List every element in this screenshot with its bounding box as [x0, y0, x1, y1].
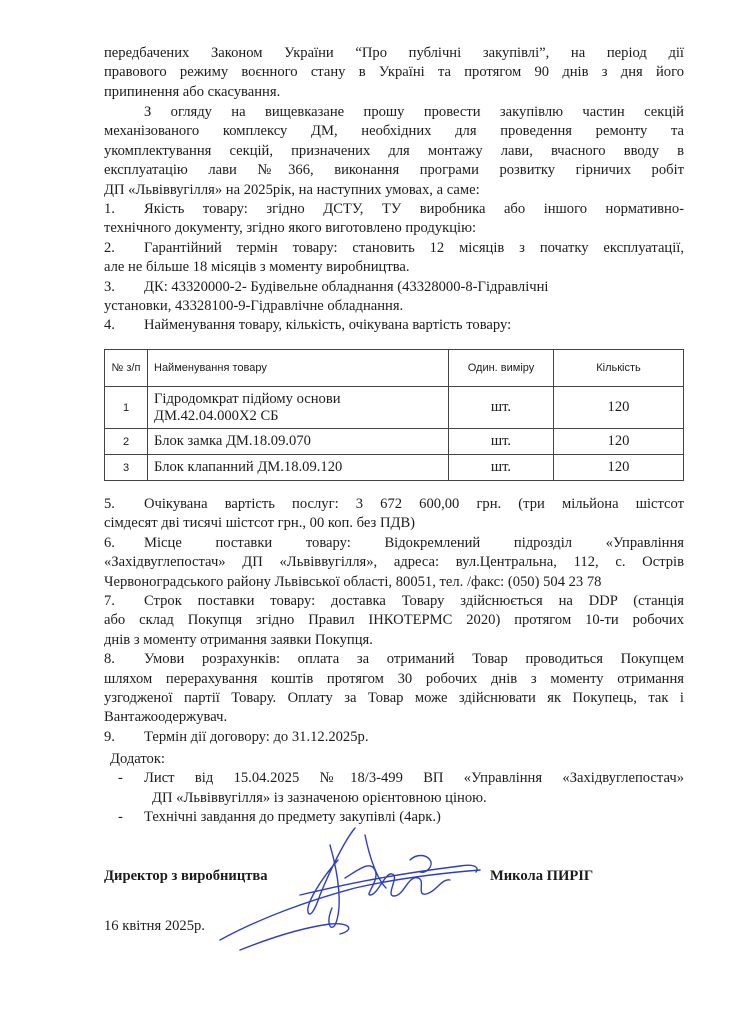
condition-line: шляхом перерахування коштів протягом 30 робочих днів з моменту отримання — [104, 670, 684, 687]
condition-line: 5. Очікувана вартість послуг: 3 672 600,00 грн. (три мільйона шістсот — [104, 495, 684, 514]
row-name: Блок клапанний ДМ.18.09.120 — [148, 455, 449, 481]
row-qty: 120 — [554, 429, 684, 455]
conditions-list-bottom — [104, 495, 684, 747]
condition-line: 9. Термін дії договору: до 31.12.2025р. — [104, 728, 684, 747]
row-no: 1 — [105, 387, 148, 429]
condition-item — [104, 534, 684, 592]
condition-number: 9. — [104, 728, 115, 745]
table-row — [105, 455, 684, 481]
attachment-line: - Лист від 15.04.2025 №18/3-499 ВП «Управління «Західвуглепостач» — [104, 769, 684, 788]
condition-number: 1. — [104, 201, 115, 217]
condition-line: або склад Покупця згідно Правил ІНКОТЕРМС 2020) протягом 10-ти робочих — [104, 612, 684, 629]
request-line: ДП «Львіввугілля» на 2025рік, на наступних умовах, а саме: — [104, 181, 480, 198]
header-unit: Один. виміру — [449, 350, 554, 387]
table-header-row — [105, 350, 684, 387]
row-name: Гідродомкрат підйому основи ДМ.42.04.000Х2 СБ — [148, 387, 449, 429]
table-row — [105, 387, 684, 429]
condition-line: 8. Умови розрахунків: оплата за отриманий Товар проводиться Покупцем — [104, 650, 684, 669]
signatory-name: Микола ПИРІГ — [490, 868, 594, 884]
condition-number: 2. — [104, 239, 115, 256]
table-row — [105, 429, 684, 455]
condition-item — [104, 200, 684, 239]
condition-line: узгодженої партії Товару. Оплату за Товар може здійснювати як Покупець, так і — [104, 690, 684, 707]
condition-line: але не більше 18 місяців з моменту виробництва. — [104, 259, 410, 276]
intro-line: правового режиму воєнного стану в Україні та протягом 90 днів з дня його — [104, 64, 684, 81]
row-no: 2 — [105, 429, 148, 455]
condition-line: 7. Строк поставки товару: доставка Товару здійснюється на DDP (станція — [104, 592, 684, 611]
header-no: № з/п — [105, 350, 148, 387]
row-unit: шт. — [449, 455, 554, 481]
attachment-line: - Технічні завдання до предмету закупівлі (4арк.) — [104, 808, 684, 827]
condition-line: установки, 43328100-9-Гідравлічне обладнання. — [104, 298, 404, 315]
conditions-list-top — [104, 200, 684, 336]
attachment-line: ДП «Львіввугілля» із зазначеною орієнтовною ціною. — [152, 789, 487, 806]
intro-line: припинення або скасування. — [104, 83, 281, 100]
condition-line: 4. Найменування товару, кількість, очікувана вартість товару: — [104, 316, 684, 335]
condition-line: 2. Гарантійний термін товару: становить 12 місяців з початку експлуатації, — [104, 239, 684, 258]
row-name: Блок замка ДМ.18.09.070 — [148, 429, 449, 455]
request-line: експлуатацію лави №366, виконання програми розвитку гірничих робіт — [104, 162, 684, 179]
request-paragraph — [104, 103, 684, 200]
document-date: 16 квітня 2025р. — [104, 918, 205, 934]
row-unit: шт. — [449, 387, 554, 429]
condition-line: Вантажоодержувач. — [104, 709, 228, 726]
condition-number: 3. — [104, 278, 115, 295]
signatory-title: Директор з виробництва — [104, 868, 268, 884]
condition-number: 7. — [104, 593, 115, 610]
condition-item — [104, 650, 684, 728]
condition-line: 3. ДК: 43320000-2- Будівельне обладнання (43328000-8-Гідравлічні — [104, 278, 684, 297]
condition-line: технічного документу, згідно якого виготовлено продукцію: — [104, 220, 477, 237]
condition-line: 6. Місце поставки товару: Відокремлений підрозділ «Управління — [104, 534, 684, 553]
request-line: механізованого комплексу ДМ, необхідних для проведення ремонту та — [104, 123, 684, 140]
condition-item — [104, 239, 684, 278]
row-qty: 120 — [554, 455, 684, 481]
signature-strokes — [220, 828, 480, 950]
request-line: укомплектування секцій, призначених для монтажу лави, вчасного вводу в — [104, 142, 684, 159]
condition-line: сімдесят дві тисячі шістсот грн., 00 коп. без ПДВ) — [104, 515, 416, 532]
request-line: З огляду на вищевказане прошу провести закупівлю частин секцій — [144, 104, 684, 120]
row-qty: 120 — [554, 387, 684, 429]
row-unit: шт. — [449, 429, 554, 455]
intro-line: передбачених Законом України “Про публічні закупівлі”, на період дії — [104, 45, 684, 61]
condition-number: 4. — [104, 317, 115, 334]
condition-item — [104, 728, 684, 747]
condition-number: 6. — [104, 534, 115, 551]
attachment-dash: - — [118, 809, 123, 826]
attachments-title: Додаток: — [110, 751, 165, 767]
condition-line: «Західвуглепостач» ДП «Львіввугілля», адреса: вул.Центральна, 112, с. Острів — [104, 554, 684, 571]
intro-paragraph — [104, 44, 684, 102]
header-qty: Кількість — [554, 350, 684, 387]
condition-item — [104, 592, 684, 650]
row-no: 3 — [105, 455, 148, 481]
condition-line: днів з моменту отримання заявки Покупця. — [104, 631, 373, 648]
condition-item — [104, 495, 684, 534]
condition-line: Червоноградського району Львівської області, 80051, тел. /факс: (050) 504 23 78 — [104, 573, 602, 590]
condition-number: 8. — [104, 651, 115, 668]
condition-item — [104, 316, 684, 335]
condition-number: 5. — [104, 496, 115, 512]
condition-item — [104, 278, 684, 317]
condition-line: 1. Якість товару: згідно ДСТУ, ТУ виробника або іншого нормативно- — [104, 200, 684, 219]
attachment-dash: - — [118, 770, 123, 787]
goods-table — [104, 349, 684, 481]
header-name: Найменування товару — [148, 350, 449, 387]
handwritten-signature-icon — [180, 800, 500, 960]
